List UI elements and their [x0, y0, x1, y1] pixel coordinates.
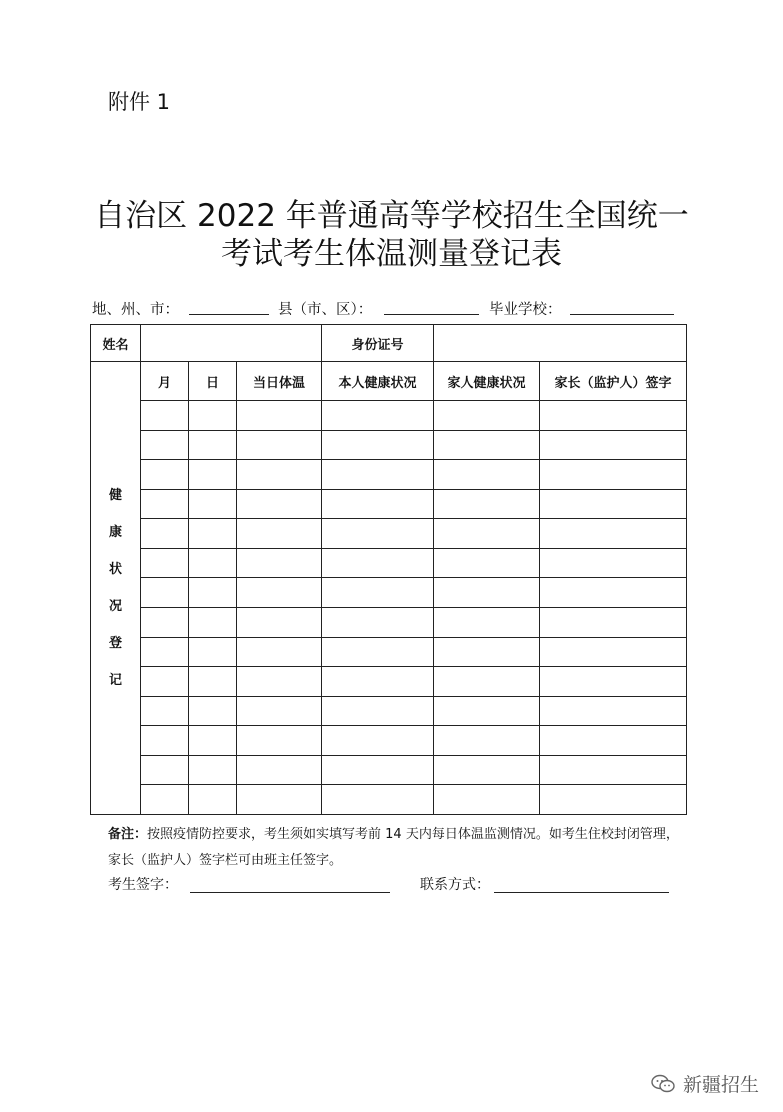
watermark	[651, 1070, 759, 1097]
table-cell[interactable]	[540, 578, 687, 608]
table-cell[interactable]	[237, 489, 322, 519]
table-cell[interactable]	[141, 578, 189, 608]
column-header-guardian-signature: 家长（监护人）签字	[540, 362, 687, 401]
table-cell[interactable]	[189, 637, 237, 667]
side-label-char: 状	[108, 561, 122, 577]
table-row	[91, 401, 687, 431]
table-cell[interactable]	[322, 755, 434, 785]
remark-text: 按照疫情防控要求，考生须如实填写考前 14 天内每日体温监测情况。如考生住校封闭管理，家长（监护人）签字栏可由班主任签字。	[108, 827, 679, 868]
table-cell[interactable]	[141, 607, 189, 637]
table-cell[interactable]	[434, 401, 540, 431]
table-cell[interactable]	[434, 548, 540, 578]
table-cell[interactable]	[322, 430, 434, 460]
table-cell[interactable]	[540, 489, 687, 519]
table-cell[interactable]	[434, 489, 540, 519]
wechat-icon	[651, 1074, 675, 1094]
table-cell[interactable]	[322, 667, 434, 697]
id-input-cell[interactable]	[434, 325, 687, 362]
table-cell[interactable]	[141, 519, 189, 549]
document-title-line-2: 考试考生体温测量登记表	[221, 236, 562, 272]
remark-label: 备注：	[108, 827, 148, 842]
table-cell[interactable]	[141, 696, 189, 726]
column-header-day: 日	[189, 362, 237, 401]
table-cell[interactable]	[237, 430, 322, 460]
column-header-temperature: 当日体温	[237, 362, 322, 401]
table-cell[interactable]	[189, 578, 237, 608]
table-cell[interactable]	[189, 726, 237, 756]
table-cell[interactable]	[189, 755, 237, 785]
column-header-row	[91, 362, 687, 401]
identity-row	[91, 325, 687, 362]
table-cell[interactable]	[540, 755, 687, 785]
table-row	[91, 726, 687, 756]
table-cell[interactable]	[540, 430, 687, 460]
table-cell[interactable]	[434, 578, 540, 608]
column-header-self-health: 本人健康状况	[322, 362, 434, 401]
side-label-char: 况	[108, 598, 122, 614]
table-cell[interactable]	[189, 785, 237, 815]
table-cell[interactable]	[434, 460, 540, 490]
table-row	[91, 578, 687, 608]
table-cell[interactable]	[141, 637, 189, 667]
table-cell[interactable]	[237, 696, 322, 726]
table-row	[91, 519, 687, 549]
table-cell[interactable]	[434, 607, 540, 637]
table-cell[interactable]	[237, 548, 322, 578]
table-row	[91, 460, 687, 490]
table-cell[interactable]	[189, 607, 237, 637]
table-cell[interactable]	[141, 726, 189, 756]
table-cell[interactable]	[434, 519, 540, 549]
table-cell[interactable]	[189, 430, 237, 460]
table-cell[interactable]	[540, 785, 687, 815]
table-cell[interactable]	[189, 696, 237, 726]
table-cell[interactable]	[322, 489, 434, 519]
table-cell[interactable]	[141, 460, 189, 490]
temperature-register-table	[90, 324, 687, 815]
table-cell[interactable]	[322, 726, 434, 756]
table-cell[interactable]	[434, 785, 540, 815]
table-row	[91, 755, 687, 785]
table-cell[interactable]	[141, 755, 189, 785]
table-cell[interactable]	[540, 696, 687, 726]
table-cell[interactable]	[237, 460, 322, 490]
table-cell[interactable]	[237, 637, 322, 667]
table-cell[interactable]	[189, 401, 237, 431]
name-input-cell[interactable]	[141, 325, 322, 362]
student-signature-label: 考生签字：	[108, 877, 178, 893]
attachment-label: 附件 1	[108, 90, 171, 114]
table-cell[interactable]	[322, 460, 434, 490]
table-cell[interactable]	[540, 460, 687, 490]
table-cell[interactable]	[540, 607, 687, 637]
health-registration-side-label	[91, 362, 141, 815]
side-label-char: 健	[108, 487, 122, 503]
school-label: 毕业学校：	[489, 302, 562, 318]
table-cell[interactable]	[237, 785, 322, 815]
table-row	[91, 430, 687, 460]
table-cell[interactable]	[322, 696, 434, 726]
student-signature-blank[interactable]	[190, 892, 390, 893]
table-cell[interactable]	[322, 519, 434, 549]
table-cell[interactable]	[237, 667, 322, 697]
table-cell[interactable]	[322, 401, 434, 431]
contact-label: 联系方式：	[420, 877, 490, 893]
table-cell[interactable]	[322, 548, 434, 578]
table-cell[interactable]	[434, 430, 540, 460]
table-row	[91, 667, 687, 697]
table-cell[interactable]	[540, 548, 687, 578]
table-cell[interactable]	[434, 755, 540, 785]
school-blank[interactable]	[570, 314, 674, 315]
table-row	[91, 785, 687, 815]
region-label: 地、州、市：	[92, 302, 179, 318]
table-cell[interactable]	[322, 637, 434, 667]
table-cell[interactable]	[322, 785, 434, 815]
table-row	[91, 637, 687, 667]
table-cell[interactable]	[141, 667, 189, 697]
name-label-cell: 姓名	[91, 325, 141, 362]
table-cell[interactable]	[237, 607, 322, 637]
table-cell[interactable]	[237, 726, 322, 756]
table-cell[interactable]	[540, 519, 687, 549]
side-label-char: 康	[108, 524, 122, 540]
table-cell[interactable]	[141, 430, 189, 460]
table-cell[interactable]	[434, 637, 540, 667]
table-cell[interactable]	[189, 667, 237, 697]
table-cell[interactable]	[434, 667, 540, 697]
table-cell[interactable]	[237, 519, 322, 549]
table-cell[interactable]	[189, 548, 237, 578]
column-header-month: 月	[141, 362, 189, 401]
column-header-family-health: 家人健康状况	[434, 362, 540, 401]
contact-blank[interactable]	[494, 892, 669, 893]
table-cell[interactable]	[141, 785, 189, 815]
table-cell[interactable]	[434, 726, 540, 756]
table-cell[interactable]	[189, 460, 237, 490]
county-label: 县（市、区）：	[278, 302, 373, 318]
table-cell[interactable]	[237, 755, 322, 785]
table-cell[interactable]	[237, 578, 322, 608]
table-cell[interactable]	[322, 607, 434, 637]
table-cell[interactable]	[540, 667, 687, 697]
id-label-cell: 身份证号	[322, 325, 434, 362]
remark	[108, 822, 688, 874]
table-row	[91, 489, 687, 519]
table-cell[interactable]	[189, 519, 237, 549]
table-cell[interactable]	[141, 401, 189, 431]
region-blank[interactable]	[189, 314, 269, 315]
side-label-char: 记	[108, 672, 122, 688]
table-cell[interactable]	[434, 696, 540, 726]
table-row	[91, 548, 687, 578]
side-label-char: 登	[108, 635, 122, 651]
table-cell[interactable]	[540, 401, 687, 431]
document-title-line-1: 自治区 2022 年普通高等学校招生全国统一	[94, 198, 689, 234]
table-row	[91, 696, 687, 726]
table-cell[interactable]	[141, 548, 189, 578]
table-cell[interactable]	[540, 637, 687, 667]
table-cell[interactable]	[540, 726, 687, 756]
table-cell[interactable]	[237, 401, 322, 431]
table-cell[interactable]	[189, 489, 237, 519]
table-cell[interactable]	[322, 578, 434, 608]
county-blank[interactable]	[384, 314, 479, 315]
watermark-text: 新疆招生	[682, 1074, 759, 1096]
table-row	[91, 607, 687, 637]
table-cell[interactable]	[141, 489, 189, 519]
